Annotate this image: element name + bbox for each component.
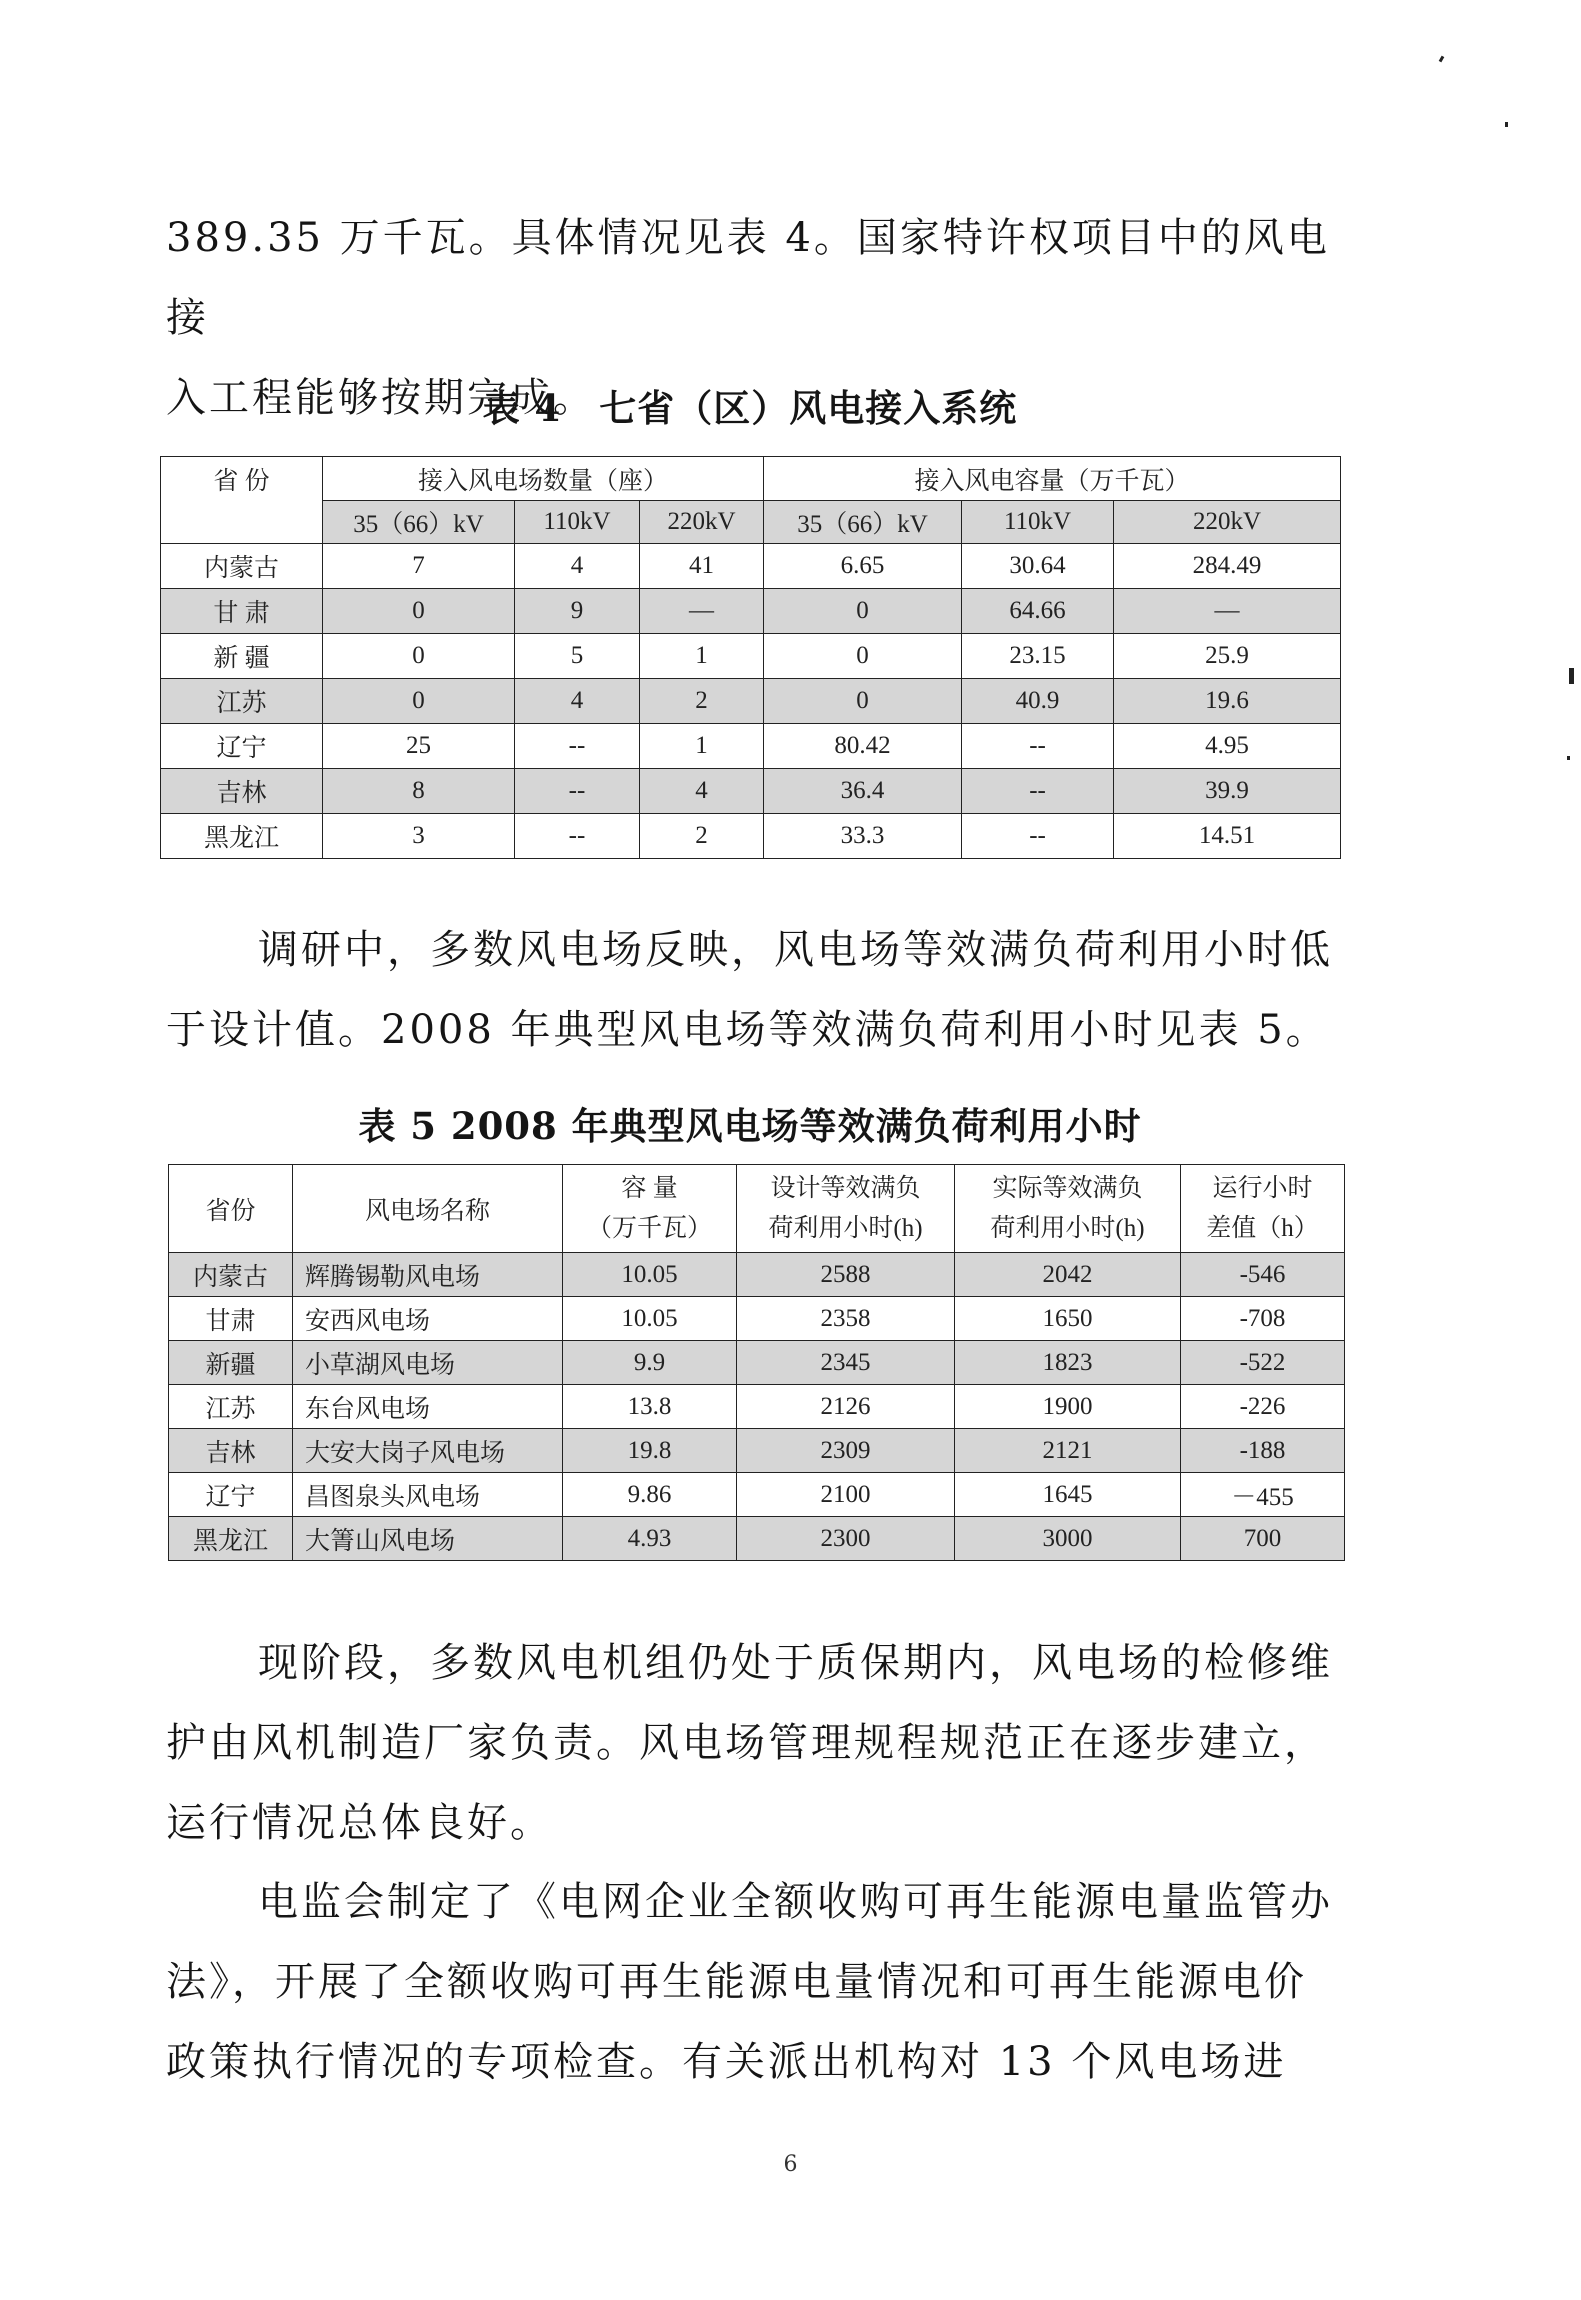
table5-province: 甘肃: [169, 1297, 293, 1341]
table-row: [161, 544, 1341, 589]
table-cell: 2300: [737, 1517, 955, 1561]
table5-farm-name: 东台风电场: [293, 1385, 563, 1429]
table-row: [169, 1429, 1345, 1473]
table-cell: --: [515, 724, 640, 769]
scan-mark: [1505, 122, 1508, 127]
table4-header-row: [161, 457, 1341, 501]
table-cell: -226: [1181, 1385, 1345, 1429]
table4-province: 辽宁: [161, 724, 323, 769]
table-cell: --: [962, 814, 1114, 859]
table-cell: 4.95: [1114, 724, 1341, 769]
table-cell: 2126: [737, 1385, 955, 1429]
table4: [160, 456, 1341, 859]
table-cell: 0: [323, 589, 515, 634]
table-cell: 39.9: [1114, 769, 1341, 814]
table-cell: 2042: [955, 1253, 1181, 1297]
table4-subheader-cell: 220kV: [1114, 501, 1341, 544]
header-line: 容 量: [621, 1174, 678, 1202]
table-cell: 1650: [955, 1297, 1181, 1341]
table-cell: 1645: [955, 1473, 1181, 1517]
table-cell: 19.6: [1114, 679, 1341, 724]
table4-province: 内蒙古: [161, 544, 323, 589]
table-cell: -546: [1181, 1253, 1345, 1297]
table-cell: 10.05: [563, 1253, 737, 1297]
table-cell: 4: [515, 544, 640, 589]
table4-subheader-cell: 110kV: [962, 501, 1114, 544]
table-cell: 1823: [955, 1341, 1181, 1385]
table-cell: -708: [1181, 1297, 1345, 1341]
table-cell: 25.9: [1114, 634, 1341, 679]
table-cell: 41: [640, 544, 764, 589]
header-line: （万千瓦）: [586, 1214, 712, 1242]
table-cell: 2588: [737, 1253, 955, 1297]
table5-farm-name: 小草湖风电场: [293, 1341, 563, 1385]
table-cell: 0: [764, 634, 962, 679]
table4-header-count: 接入风电场数量（座）: [323, 457, 764, 501]
table-cell: 64.66: [962, 589, 1114, 634]
table4-caption: 表 4 七省（区）风电接入系统: [482, 386, 1018, 430]
table5-farm-name: 大箐山风电场: [293, 1517, 563, 1561]
header-line: 荷利用小时(h): [768, 1214, 923, 1242]
table-cell: 14.51: [1114, 814, 1341, 859]
scan-mark: [1567, 756, 1570, 760]
table-cell: 2358: [737, 1297, 955, 1341]
table-row: [169, 1473, 1345, 1517]
table5-header-capacity: [563, 1165, 737, 1253]
table-cell: －455: [1181, 1473, 1345, 1517]
table5-farm-name: 大安大岗子风电场: [293, 1429, 563, 1473]
table4-province: 吉林: [161, 769, 323, 814]
scan-mark: [1439, 56, 1445, 63]
table4-subheader-cell: 35（66）kV: [323, 501, 515, 544]
header-line: 运行小时: [1212, 1174, 1313, 1202]
table5-caption: 表 5 2008 年典型风电场等效满负荷利用小时: [358, 1104, 1142, 1148]
table-cell: 1900: [955, 1385, 1181, 1429]
table-cell: 23.15: [962, 634, 1114, 679]
table-cell: 6.65: [764, 544, 962, 589]
table-cell: 3000: [955, 1517, 1181, 1561]
table-cell: 0: [764, 679, 962, 724]
table-cell: --: [962, 724, 1114, 769]
table-row: [161, 589, 1341, 634]
table-cell: 4.93: [563, 1517, 737, 1561]
table-cell: 9: [515, 589, 640, 634]
table-row: [169, 1385, 1345, 1429]
table-cell: 2: [640, 679, 764, 724]
table-cell: 2345: [737, 1341, 955, 1385]
table-cell: 4: [640, 769, 764, 814]
table-cell: 4: [515, 679, 640, 724]
table5-header-design: [737, 1165, 955, 1253]
table4-province: 黑龙江: [161, 814, 323, 859]
table-cell: 30.64: [962, 544, 1114, 589]
table5-province: 江苏: [169, 1385, 293, 1429]
table5-province: 辽宁: [169, 1473, 293, 1517]
table-row: [161, 724, 1341, 769]
table-cell: 80.42: [764, 724, 962, 769]
table-cell: 1: [640, 634, 764, 679]
table4-header-capacity: 接入风电容量（万千瓦）: [764, 457, 1341, 501]
table-row: [161, 634, 1341, 679]
table-row: [161, 769, 1341, 814]
table4-province: 江苏: [161, 679, 323, 724]
table5: [168, 1164, 1345, 1561]
table-cell: 2121: [955, 1429, 1181, 1473]
paragraph-line: 入工程能够按期完成。: [166, 375, 596, 421]
table5-farm-name: 昌图泉头风电场: [293, 1473, 563, 1517]
table-cell: 0: [764, 589, 962, 634]
table-cell: —: [640, 589, 764, 634]
table-row: [161, 679, 1341, 724]
header-line: 差值（h）: [1206, 1214, 1319, 1242]
table5-farm-name: 安西风电场: [293, 1297, 563, 1341]
table4-subheader-cell: 220kV: [640, 501, 764, 544]
table-cell: 40.9: [962, 679, 1114, 724]
table5-farm-name: 辉腾锡勒风电场: [293, 1253, 563, 1297]
paragraph-line: 389.35 万千瓦。具体情况见表 4。国家特许权项目中的风电接: [166, 215, 1330, 341]
table4-subheader-cell: 35（66）kV: [764, 501, 962, 544]
header-line: 荷利用小时(h): [990, 1214, 1145, 1242]
table-cell: --: [515, 814, 640, 859]
scan-mark: [1569, 668, 1574, 684]
table-cell: --: [515, 769, 640, 814]
table-cell: 7: [323, 544, 515, 589]
table5-header-actual: [955, 1165, 1181, 1253]
table-cell: --: [962, 769, 1114, 814]
table-cell: 13.8: [563, 1385, 737, 1429]
table-row: [169, 1517, 1345, 1561]
table5-header-province: 省份: [169, 1165, 293, 1253]
header-line: 实际等效满负: [992, 1174, 1143, 1202]
table-cell: 0: [323, 679, 515, 724]
table4-header-province: 省 份: [161, 457, 323, 544]
paragraph: 调研中，多数风电场反映，风电场等效满负荷利用小时低于设计值。2008 年典型风电场等效满负荷利用小时见表 5。: [166, 927, 1333, 1053]
table-cell: 19.8: [563, 1429, 737, 1473]
table-row: [169, 1341, 1345, 1385]
table-cell: 700: [1181, 1517, 1345, 1561]
table4-subheader-row: [161, 501, 1341, 544]
page-number: 6: [783, 2152, 798, 2177]
table-cell: -188: [1181, 1429, 1345, 1473]
table5-province: 内蒙古: [169, 1253, 293, 1297]
table-cell: 8: [323, 769, 515, 814]
table-row: [161, 814, 1341, 859]
table5-province: 吉林: [169, 1429, 293, 1473]
table-cell: 25: [323, 724, 515, 769]
table-cell: 2: [640, 814, 764, 859]
table-cell: 1: [640, 724, 764, 769]
paragraph: 现阶段，多数风电机组仍处于质保期内，风电场的检修维护由风机制造厂家负责。风电场管理规程规范正在逐步建立，运行情况总体良好。: [166, 1640, 1333, 1846]
table5-province: 新疆: [169, 1341, 293, 1385]
header-line: 设计等效满负: [770, 1174, 921, 1202]
table-cell: 10.05: [563, 1297, 737, 1341]
table-cell: 9.86: [563, 1473, 737, 1517]
table-cell: 0: [323, 634, 515, 679]
table-row: [169, 1297, 1345, 1341]
table4-province: 新 疆: [161, 634, 323, 679]
table4-province: 甘 肃: [161, 589, 323, 634]
table-cell: 33.3: [764, 814, 962, 859]
paragraph: 电监会制定了《电网企业全额收购可再生能源电量监管办法》，开展了全额收购可再生能源电量情况和可再生能源电价政策执行情况的专项检查。有关派出机构对 13 个风电场进: [166, 1879, 1333, 2085]
table-cell: 2100: [737, 1473, 955, 1517]
table-cell: 9.9: [563, 1341, 737, 1385]
table-row: [169, 1253, 1345, 1297]
table-cell: -522: [1181, 1341, 1345, 1385]
table-cell: 3: [323, 814, 515, 859]
table-cell: 5: [515, 634, 640, 679]
table5-header-row: [169, 1165, 1345, 1253]
table5-province: 黑龙江: [169, 1517, 293, 1561]
table5-header-diff: [1181, 1165, 1345, 1253]
table-cell: 36.4: [764, 769, 962, 814]
table5-header-name: 风电场名称: [293, 1165, 563, 1253]
table4-subheader-cell: 110kV: [515, 501, 640, 544]
table-cell: 2309: [737, 1429, 955, 1473]
table-cell: 284.49: [1114, 544, 1341, 589]
table-cell: —: [1114, 589, 1341, 634]
